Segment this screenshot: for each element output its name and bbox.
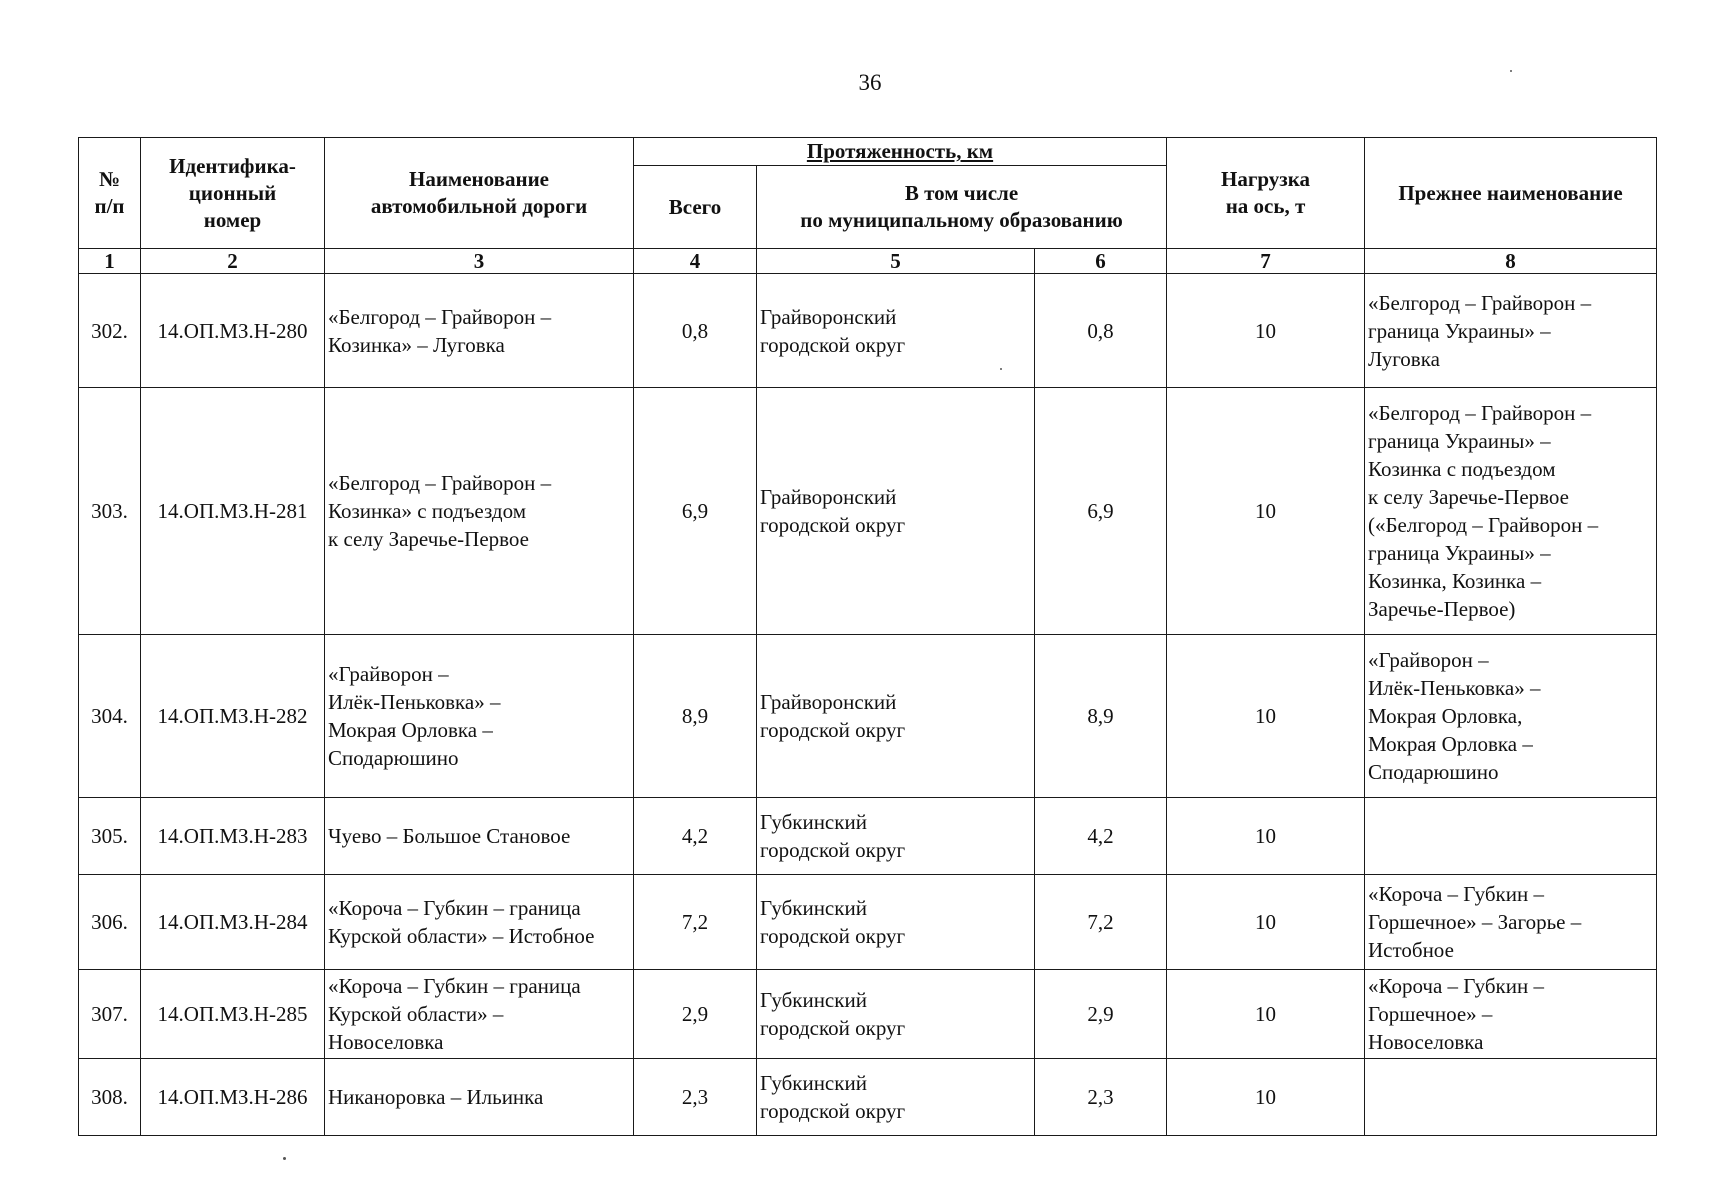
length-total: 4,2	[634, 798, 757, 875]
road-name: «Короча – Губкин – граница Курской области» – Истобное	[325, 875, 634, 970]
length-municipal: 2,9	[1035, 970, 1167, 1059]
road-id: 14.ОП.МЗ.Н-283	[141, 798, 325, 875]
length-total: 2,9	[634, 970, 757, 1059]
length-municipal: 7,2	[1035, 875, 1167, 970]
axle-load: 10	[1167, 1059, 1365, 1136]
header-total: Всего	[634, 166, 757, 249]
previous-name: «Грайворон – Илёк-Пеньковка» – Мокрая Орловка, Мокрая Орловка – Сподарюшино	[1365, 635, 1657, 798]
col-number: 3	[325, 249, 634, 274]
axle-load: 10	[1167, 274, 1365, 388]
table-row	[79, 388, 1657, 635]
scan-speck	[1000, 368, 1002, 370]
table-body	[79, 274, 1657, 1136]
municipality: Грайворонский городской округ	[757, 635, 1035, 798]
municipality: Губкинский городской округ	[757, 875, 1035, 970]
header-previous-name: Прежнее наименование	[1365, 138, 1657, 249]
road-id: 14.ОП.МЗ.Н-284	[141, 875, 325, 970]
road-id: 14.ОП.МЗ.Н-285	[141, 970, 325, 1059]
length-municipal: 4,2	[1035, 798, 1167, 875]
header-id: Идентифика- ционный номер	[141, 138, 325, 249]
col-number: 5	[757, 249, 1035, 274]
row-number: 304.	[79, 635, 141, 798]
row-number: 305.	[79, 798, 141, 875]
row-number: 302.	[79, 274, 141, 388]
table-row	[79, 875, 1657, 970]
col-number: 2	[141, 249, 325, 274]
table-row	[79, 798, 1657, 875]
axle-load: 10	[1167, 388, 1365, 635]
road-name: Никаноровка – Ильинка	[325, 1059, 634, 1136]
table-row	[79, 1059, 1657, 1136]
col-number: 6	[1035, 249, 1167, 274]
scan-speck	[283, 1157, 286, 1160]
row-number: 308.	[79, 1059, 141, 1136]
row-number: 306.	[79, 875, 141, 970]
col-number: 7	[1167, 249, 1365, 274]
col-number: 1	[79, 249, 141, 274]
table-row	[79, 635, 1657, 798]
road-id: 14.ОП.МЗ.Н-282	[141, 635, 325, 798]
length-municipal: 0,8	[1035, 274, 1167, 388]
table-row	[79, 274, 1657, 388]
axle-load: 10	[1167, 875, 1365, 970]
previous-name: «Короча – Губкин – Горшечное» – Новоселовка	[1365, 970, 1657, 1059]
axle-load: 10	[1167, 635, 1365, 798]
col-number: 4	[634, 249, 757, 274]
road-name: «Короча – Губкин – граница Курской области» – Новоселовка	[325, 970, 634, 1059]
length-total: 2,3	[634, 1059, 757, 1136]
table-row	[79, 970, 1657, 1059]
scan-speck	[1510, 70, 1512, 72]
municipality: Губкинский городской округ	[757, 970, 1035, 1059]
axle-load: 10	[1167, 798, 1365, 875]
length-municipal: 2,3	[1035, 1059, 1167, 1136]
header-municipal: В том числе по муниципальному образованию	[757, 166, 1167, 249]
row-number: 303.	[79, 388, 141, 635]
municipality: Грайворонский городской округ	[757, 274, 1035, 388]
header-length: Протяженность, км	[634, 138, 1167, 166]
previous-name: «Белгород – Грайворон – граница Украины» – Козинка с подъездом к селу Заречье-Первое («Белгород – Грайворон – граница Украины» – Козинка, Козинка – Заречье-Первое)	[1365, 388, 1657, 635]
length-total: 6,9	[634, 388, 757, 635]
previous-name: «Белгород – Грайворон – граница Украины» – Луговка	[1365, 274, 1657, 388]
road-name: «Грайворон – Илёк-Пеньковка» – Мокрая Орловка – Сподарюшино	[325, 635, 634, 798]
previous-name: «Короча – Губкин – Горшечное» – Загорье – Истобное	[1365, 875, 1657, 970]
row-number: 307.	[79, 970, 141, 1059]
municipality: Губкинский городской округ	[757, 1059, 1035, 1136]
col-number: 8	[1365, 249, 1657, 274]
length-total: 0,8	[634, 274, 757, 388]
header-road-name: Наименование автомобильной дороги	[325, 138, 634, 249]
previous-name	[1365, 798, 1657, 875]
road-id: 14.ОП.МЗ.Н-281	[141, 388, 325, 635]
road-id: 14.ОП.МЗ.Н-286	[141, 1059, 325, 1136]
roads-table	[78, 137, 1657, 1136]
length-municipal: 8,9	[1035, 635, 1167, 798]
previous-name	[1365, 1059, 1657, 1136]
municipality: Грайворонский городской округ	[757, 388, 1035, 635]
road-id: 14.ОП.МЗ.Н-280	[141, 274, 325, 388]
header-axle-load: Нагрузка на ось, т	[1167, 138, 1365, 249]
municipality: Губкинский городской округ	[757, 798, 1035, 875]
road-name: «Белгород – Грайворон – Козинка» с подъездом к селу Заречье-Первое	[325, 388, 634, 635]
length-municipal: 6,9	[1035, 388, 1167, 635]
road-name: Чуево – Большое Становое	[325, 798, 634, 875]
header-num: № п/п	[79, 138, 141, 249]
length-total: 8,9	[634, 635, 757, 798]
length-total: 7,2	[634, 875, 757, 970]
page-number: 36	[858, 70, 882, 95]
road-name: «Белгород – Грайворон – Козинка» – Луговка	[325, 274, 634, 388]
axle-load: 10	[1167, 970, 1365, 1059]
